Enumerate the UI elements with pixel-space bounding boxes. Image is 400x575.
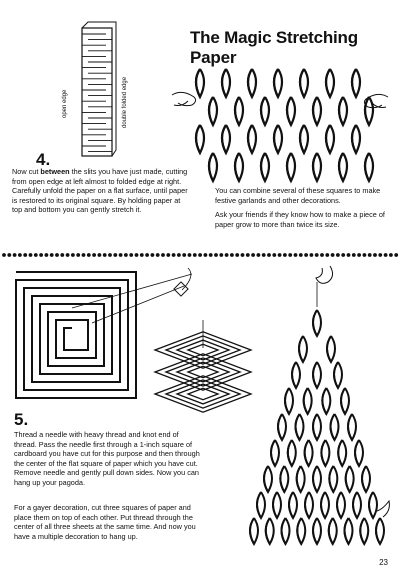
double-folded-edge-label: double folded edge — [122, 76, 128, 128]
page-number: 23 — [379, 558, 388, 567]
stacked-squares-illustration — [150, 320, 260, 430]
stretched-paper-illustration — [170, 55, 390, 180]
pagoda-illustration — [255, 262, 395, 562]
step-5-paragraph-1: Thread a needle with heavy thread and knot end of thread. Pass the needle first through a 1-inch square of cardboard you have cut for this purpose and then through the center of the flat square of paper which you have cut. Remove needle and gently pull down sides. Now you can hang up your pagoda. — [14, 430, 200, 487]
dotted-divider — [2, 252, 398, 258]
hand-icon — [316, 266, 333, 283]
left-hand-icon — [172, 92, 196, 105]
garlands-paragraph: You can combine several of these squares to make festive garlands and other decorations. — [215, 186, 381, 205]
step-5-paragraph-2: For a gayer decoration, cut three squares of paper and place them on top of each other. Put thread through the center of all three sheets at the same time. And now you have a multiple decoration to hang up. — [14, 503, 196, 541]
step-4-text: Now cut between the slits you have just made, cutting from open edge at left almost to folded edge at right. Carefully unfold the paper on a flat surface, until paper is restored to its original square. By holding paper at top and bottom you can gently stretch it. — [12, 167, 188, 215]
page-title: The Magic Stretching Paper — [190, 28, 358, 67]
friends-paragraph: Ask your friends if they know how to make a piece of paper grow to more than twice its size. — [215, 210, 385, 229]
open-edge-label: open edge — [62, 89, 68, 118]
step-4-number: 4. — [36, 150, 51, 169]
folded-paper-illustration — [74, 18, 124, 168]
step-5-number: 5. — [14, 410, 29, 429]
